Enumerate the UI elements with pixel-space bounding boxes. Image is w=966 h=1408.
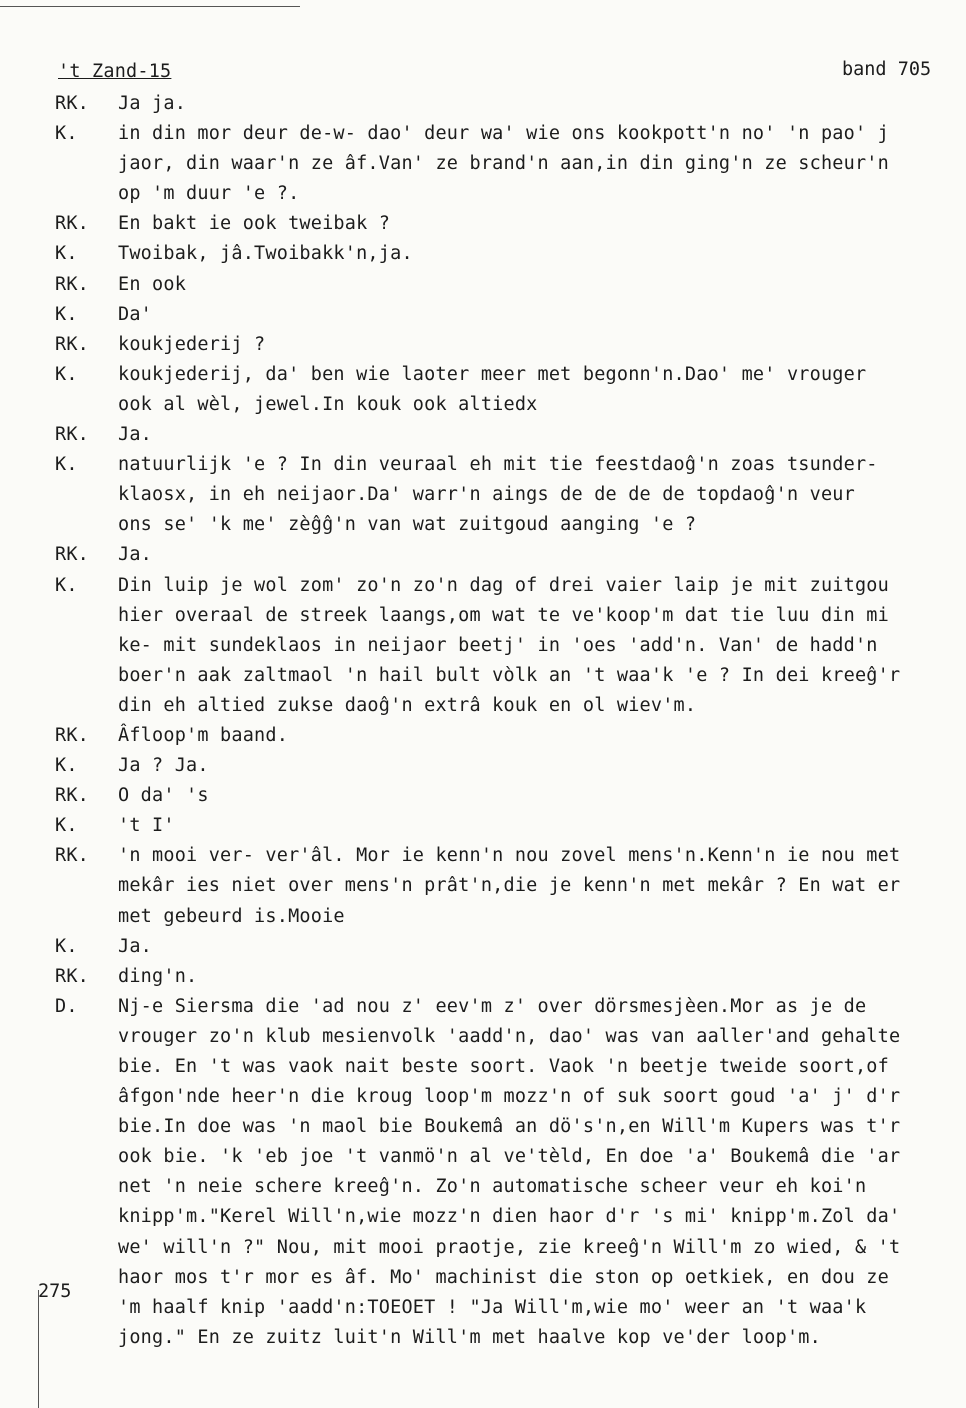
speaker-label: K. [55,574,78,596]
transcript-line [55,841,966,871]
line-text: hier overaal de streek laangs,om wat te ve'koop'm dat tie luu din mi [118,604,889,626]
line-text: we' will'n ?" Nou, mit mooi praotje, zie kreeĝ'n Will'm zo wied, & 't [118,1236,901,1258]
transcript-line [55,390,966,420]
transcript-line [55,450,966,480]
transcript-line [55,360,966,390]
speaker-label: RK. [55,213,90,235]
transcript-line [55,420,966,450]
transcript-line [55,571,966,601]
speaker-label: K. [55,815,78,837]
transcript-line [55,1022,966,1052]
transcript-line [55,1293,966,1323]
transcript-lines [55,89,966,1353]
transcript-line [55,992,966,1022]
transcript-line [55,1052,966,1082]
speaker-label: K. [55,935,78,957]
line-text: O da' 's [118,785,209,807]
header-title: 't Zand-15 [58,61,172,82]
line-text: Ja ja. [118,93,187,114]
transcript-line [55,510,966,540]
transcript-line [55,270,966,300]
speaker-label: RK. [55,785,90,807]
line-text: bie. En 't was vaok nait beste soort. Vaok 'n beetje tweide soort,of [118,1056,889,1077]
line-text: âfgon'nde heer'n die kroug loop'm mozz'n of suk soort goud 'a' j' d'r [118,1086,901,1108]
line-text: Din luip je wol zom' zo'n zo'n dag of drei vaier laip je mit zuitgou [118,574,889,596]
speaker-label: K. [55,243,78,265]
line-text: op 'm duur 'e ?. [118,183,300,205]
line-text: din eh altied zukse daoĝ'n extrâ kouk en ol wiev'm. [118,694,697,716]
transcript-line [55,1202,966,1232]
line-text: mekâr ies niet over mens'n prât'n,die je kenn'n met mekâr ? En wat er [118,875,901,897]
margin-page-number: 275 [38,1281,72,1302]
speaker-label: RK. [55,724,90,746]
transcript-line [55,1233,966,1263]
left-margin-rule [38,1290,39,1408]
line-text: met gebeurd is.Mooie [118,905,345,927]
transcript-line [55,1112,966,1142]
line-text: ons se' 'k me' zèĝĝ'n van wat zuitgoud aanging 'e ? [118,514,697,536]
line-text: natuurlijk 'e ? In din veuraal eh mit tie feestdaoĝ'n zoas tsunder- [118,454,878,476]
line-text: jaor, din waar'n ze âf.Van' ze brand'n aan,in din ging'n ze scheur'n [118,153,889,175]
transcript-line [55,89,966,119]
line-text: Ja. [118,935,153,957]
transcript-line [55,721,966,751]
speaker-label: RK. [55,333,90,355]
transcript-line [55,962,966,992]
line-text: ook al wèl, jewel.In kouk ook altiedx [118,393,538,415]
line-text: ding'n. [118,965,198,987]
line-text: koukjederij ? [118,333,266,355]
line-text: 't I' [118,815,175,837]
transcript-line [55,751,966,781]
speaker-label: K. [55,755,78,777]
top-rule [0,6,300,7]
line-text: Nj-e Siersma die 'ad nou z' eev'm z' over dörsmesjèen.Mor as je de [118,995,867,1017]
line-text: boer'n aak zaltmaol 'n hail bult vòlk an 't waa'k 'e ? In dei kreeĝ'r [118,664,901,686]
transcript-line [55,209,966,239]
line-text: En bakt ie ook tweibak ? [118,213,391,235]
speaker-label: RK. [55,544,90,566]
header-tape-number: band 705 [842,59,932,80]
transcript-line [55,631,966,661]
transcript-line [55,1172,966,1202]
transcript-line [55,661,966,691]
line-text: Twoibak, jâ.Twoibakk'n,ja. [118,243,413,265]
line-text: in din mor deur de-w- dao' deur wa' wie ons kookpott'n no' 'n pao' j [118,123,889,145]
transcript-line [55,1323,966,1353]
transcript-line [55,119,966,149]
line-text: klaosx, in eh neijaor.Da' warr'n aings de de de de topdaoĝ'n veur [118,484,855,506]
transcript-line [55,1142,966,1172]
line-text: Ja. [118,544,153,566]
transcript-line [55,540,966,570]
line-text: knipp'm."Kerel Will'n,wie mozz'n dien haor d'r 's mi' knipp'm.Zol da' [118,1206,901,1228]
transcript-line [55,179,966,209]
transcript-line [55,691,966,721]
line-text: jong." En ze zuitz luit'n Will'm met haalve kop ve'der loop'm. [118,1326,821,1348]
line-text: bie.In doe was 'n maol bie Boukemâ an dö's'n,en Will'm Kupers was t'r [118,1116,901,1138]
speaker-label: D. [55,995,78,1017]
line-text: haor mos t'r mor es âf. Mo' machinist die ston op oetkiek, en dou ze [118,1266,889,1288]
line-text: ook bie. 'k 'eb joe 't vanmö'n al ve'tèld, En doe 'a' Boukemâ die 'ar [118,1146,901,1168]
line-text: En ook [118,273,187,295]
line-text: Âfloop'm baand. [118,724,289,746]
speaker-label: RK. [55,845,90,867]
speaker-label: K. [55,454,78,476]
transcript-line [55,239,966,269]
speaker-label: K. [55,123,78,145]
line-text: Ja ? Ja. [118,755,209,777]
transcript-line [55,480,966,510]
speaker-label: K. [55,363,78,385]
transcript-line [55,300,966,330]
speaker-label: RK. [55,273,90,295]
transcript-line [55,330,966,360]
transcript-line [55,1263,966,1293]
transcript-line [55,811,966,841]
transcript-line [55,781,966,811]
speaker-label: RK. [55,424,90,446]
line-text: 'n mooi ver- ver'âl. Mor ie kenn'n nou zovel mens'n.Kenn'n ie nou met [118,845,901,867]
speaker-label: K. [55,303,78,325]
speaker-label: RK. [55,93,90,114]
transcript-line [55,149,966,179]
line-text: Da' [118,303,153,325]
transcript-line [55,932,966,962]
speaker-label: RK. [55,965,90,987]
line-text: koukjederij, da' ben wie laoter meer met begonn'n.Dao' me' vrouger [118,363,867,385]
transcript-line [55,902,966,932]
transcript-line [55,871,966,901]
line-text: ke- mit sundeklaos in neijaor beetj' in 'oes 'add'n. Van' de hadd'n [118,634,878,656]
transcript-line [55,1082,966,1112]
line-text: net 'n neie schere kreeĝ'n. Zo'n automatische scheer veur eh koi'n [118,1176,867,1198]
line-text: Ja. [118,424,153,446]
line-text: 'm haalf knip 'aadd'n:TOEOET ! "Ja Will'm,wie mo' weer an 't waa'k [118,1296,867,1318]
line-text: vrouger zo'n klub mesienvolk 'aadd'n, dao' was van aaller'and gehalte [118,1025,901,1047]
transcript-line [55,601,966,631]
